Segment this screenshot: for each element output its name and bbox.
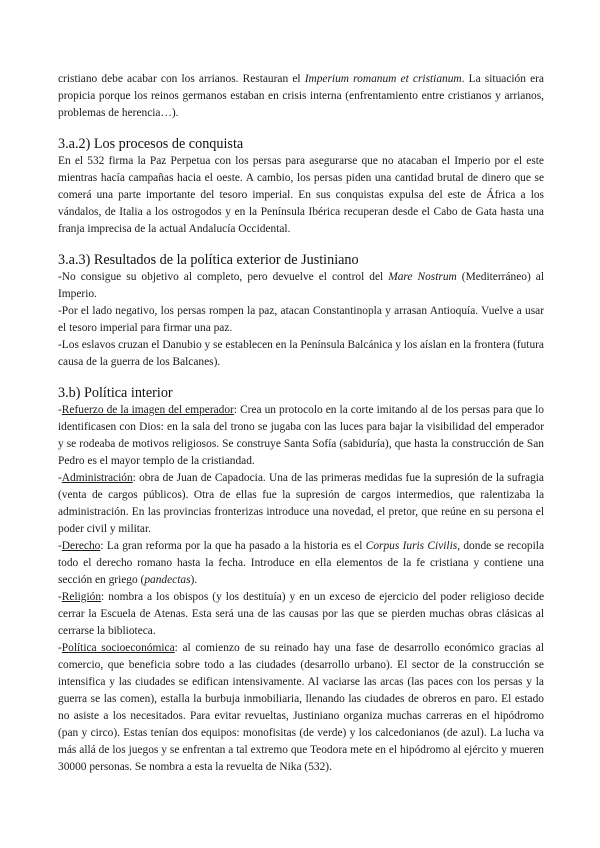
resultados-text: -No consigue su objetivo al completo, pero devuelve el control del	[58, 271, 389, 283]
interior-item-socioeconomica	[58, 640, 544, 776]
interior-item-imagen	[58, 402, 544, 470]
item-body: : nombra a los obispos (y los destituía) y en un exceso de ejercicio del poder religioso decide cerrar la Escuela de Atenas. Esta será una de las causas por las que se pierden muchas obras clásicas al cerrarse la biblioteca.	[58, 591, 544, 637]
interior-item-derecho	[58, 538, 544, 589]
dash: -	[58, 540, 62, 552]
dash: -	[58, 472, 62, 484]
section-heading-conquista: 3.a.2) Los procesos de conquista	[58, 136, 244, 152]
item-label: Religión	[61, 591, 102, 603]
item-label: Administración	[61, 472, 133, 484]
section-heading-resultados: 3.a.3) Resultados de la política exterior de Justiniano	[58, 252, 359, 268]
intro-text-end: . La situación era propicia porque los reinos germanos estaban en crisis interna (enfrentamiento entre cristianos y arrianos, problemas de herencia…).	[58, 73, 544, 119]
item-label: Derecho	[61, 540, 101, 552]
resultados-item-1	[58, 269, 544, 303]
item-label: Política socioeconómica	[61, 642, 175, 654]
dash: -	[58, 404, 62, 416]
interior-item-administracion	[58, 470, 544, 538]
corpus-italic: Corpus Iuris Civilis	[365, 540, 458, 552]
interior-item-religion	[58, 589, 544, 640]
item-body: : obra de Juan de Capadocia. Una de las primeras medidas fue la supresión de la sufragia (venta de cargos públicos). Otra de ellas fue la supresión de cargos intermedios, que ralentizaba la administración. En las provincias fronterizas introduce una novedad, el pretor, que reúne en su persona el poder civil y militar.	[58, 472, 544, 535]
item-body: : La gran reforma por la que ha pasado a la historia es el	[100, 540, 366, 552]
item-label: Refuerzo de la imagen del emperador	[61, 404, 234, 416]
dash: -	[58, 591, 62, 603]
item-body-cont: , donde se recopila todo el derecho romano hasta la fecha. Introduce en ella elementos de la fe cristiana y contiene una sección en griego (	[58, 540, 545, 586]
pandectas-italic: pandectas	[144, 574, 191, 586]
resultados-item-3: -Los eslavos cruzan el Danubio y se establecen en la Península Balcánica y los aíslan en la frontera (futura causa de la guerra de los Balcanes).	[58, 339, 544, 368]
dash: -	[58, 642, 62, 654]
section-heading-politica-interior: 3.b) Política interior	[58, 385, 173, 401]
mare-nostrum-italic: Mare Nostrum	[388, 271, 457, 283]
item-body-end: ).	[190, 574, 198, 586]
item-body: : Crea un protocolo en la corte imitando al de los persas para que lo identificasen con Dios: en la sala del trono se jugaba con las luces para bajar la visibilidad del emperador y se rodeaba de motivos religiosos. Se construye Santa Sofía (sabiduría), que hasta la construcción de San Pedro es el mayor templo de la cristiandad.	[58, 404, 545, 467]
intro-text: cristiano debe acabar con los arrianos. Restauran el	[58, 73, 305, 85]
item-body: : al comienzo de su reinado hay una fase de desarrollo económico gracias al comercio, que beneficia sobre todo a las ciudades (desarrollo urbano). El sector de la construcción se intensifica y las ciudades se edifican intensivamente. Al vaciarse las arcas (las paces con los persas y la guerra se las comen), estalla la burbuja inmobiliaria, llenando las ciudades de obreros en paro. El estado no asiste a los necesitados. Para evitar revueltas, Justiniano organiza muchas carreras en el hipódromo (pan y circo). Estas tenían dos equipos: monofisitas (de verde) y los calcedonianos (de azul). La lucha va más allá de los juegos y se enfrentan a tal extremo que Teodora mete en el hipódromo al ejército y mueren 30000 personas. Se nombra a esta la revuelta de Nika (532).	[58, 642, 544, 773]
intro-paragraph	[58, 71, 544, 122]
document-page	[58, 71, 544, 776]
intro-italic: Imperium romanum et cristianum	[304, 73, 462, 85]
resultados-text-end: (Mediterráneo) al Imperio.	[58, 271, 544, 300]
conquista-paragraph: En el 532 firma la Paz Perpetua con los persas para asegurarse que no atacaban el Imperio por el este mientras hacía campañas hacia el oeste. A cambio, los persas piden una cantidad brutal de dinero que se comerá una parte importante del tesoro imperial. En sus conquistas expulsa del este de África a los vándalos, de Italia a los ostrogodos y en la Península Ibérica recuperan desde el Cabo de Gata hasta una franja imprecisa de la actual Andalucía Occidental.	[58, 155, 544, 235]
resultados-item-2: -Por el lado negativo, los persas rompen la paz, atacan Constantinopla y arrasan Antioquía. Vuelve a usar el tesoro imperial para firmar una paz.	[58, 305, 544, 334]
